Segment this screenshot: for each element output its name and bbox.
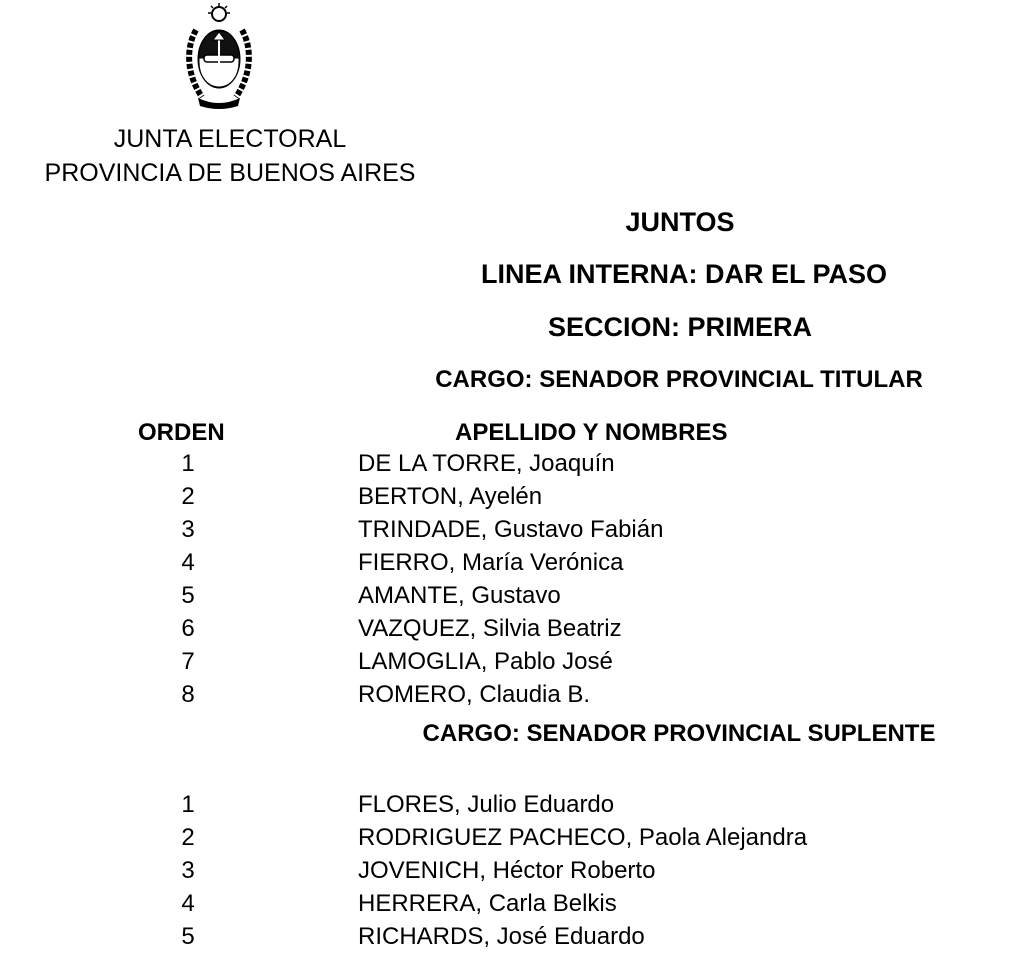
party-name: JUNTOS (625, 207, 735, 237)
row-orden: 6 (181, 615, 195, 642)
row-orden: 3 (181, 516, 195, 543)
row-nombre: JOVENICH, Héctor Roberto (358, 857, 656, 884)
row-nombre: FLORES, Julio Eduardo (358, 791, 615, 818)
argentina-coat-of-arms-icon (182, 2, 256, 112)
row-orden: 2 (181, 824, 195, 851)
internal-line: LINEA INTERNA: DAR EL PASO (480, 259, 887, 289)
row-nombre: VAZQUEZ, Silvia Beatriz (358, 615, 622, 642)
row-orden: 1 (181, 450, 195, 477)
row-orden: 7 (181, 648, 195, 675)
row-nombre: LAMOGLIA, Pablo José (358, 648, 613, 675)
row-nombre: ROMERO, Claudia B. (358, 681, 591, 708)
row-nombre: DE LA TORRE, Joaquín (358, 450, 615, 477)
row-nombre: RICHARDS, José Eduardo (358, 923, 645, 950)
row-nombre: RODRIGUEZ PACHECO, Paola Alejandra (358, 824, 808, 851)
row-orden: 1 (181, 791, 195, 818)
org-title: JUNTA ELECTORAL (113, 125, 347, 153)
cargo-suplente-heading: CARGO: SENADOR PROVINCIAL SUPLENTE (422, 720, 936, 747)
row-nombre: HERRERA, Carla Belkis (358, 890, 617, 917)
row-orden: 4 (181, 549, 195, 576)
column-header-orden: ORDEN (138, 419, 225, 446)
org-subtitle: PROVINCIA DE BUENOS AIRES (44, 159, 416, 187)
row-nombre: BERTON, Ayelén (358, 483, 543, 510)
row-orden: 8 (181, 681, 195, 708)
row-orden: 4 (181, 890, 195, 917)
row-orden: 2 (181, 483, 195, 510)
row-orden: 5 (181, 582, 195, 609)
row-nombre: TRINDADE, Gustavo Fabián (358, 516, 664, 543)
row-orden: 3 (181, 857, 195, 884)
column-header-nombres: APELLIDO Y NOMBRES (455, 419, 728, 446)
row-nombre: FIERRO, María Verónica (358, 549, 624, 576)
row-nombre: AMANTE, Gustavo (358, 582, 561, 609)
section-title: SECCION: PRIMERA (547, 312, 812, 342)
cargo-titular-heading: CARGO: SENADOR PROVINCIAL TITULAR (435, 366, 923, 393)
row-orden: 5 (181, 923, 195, 950)
